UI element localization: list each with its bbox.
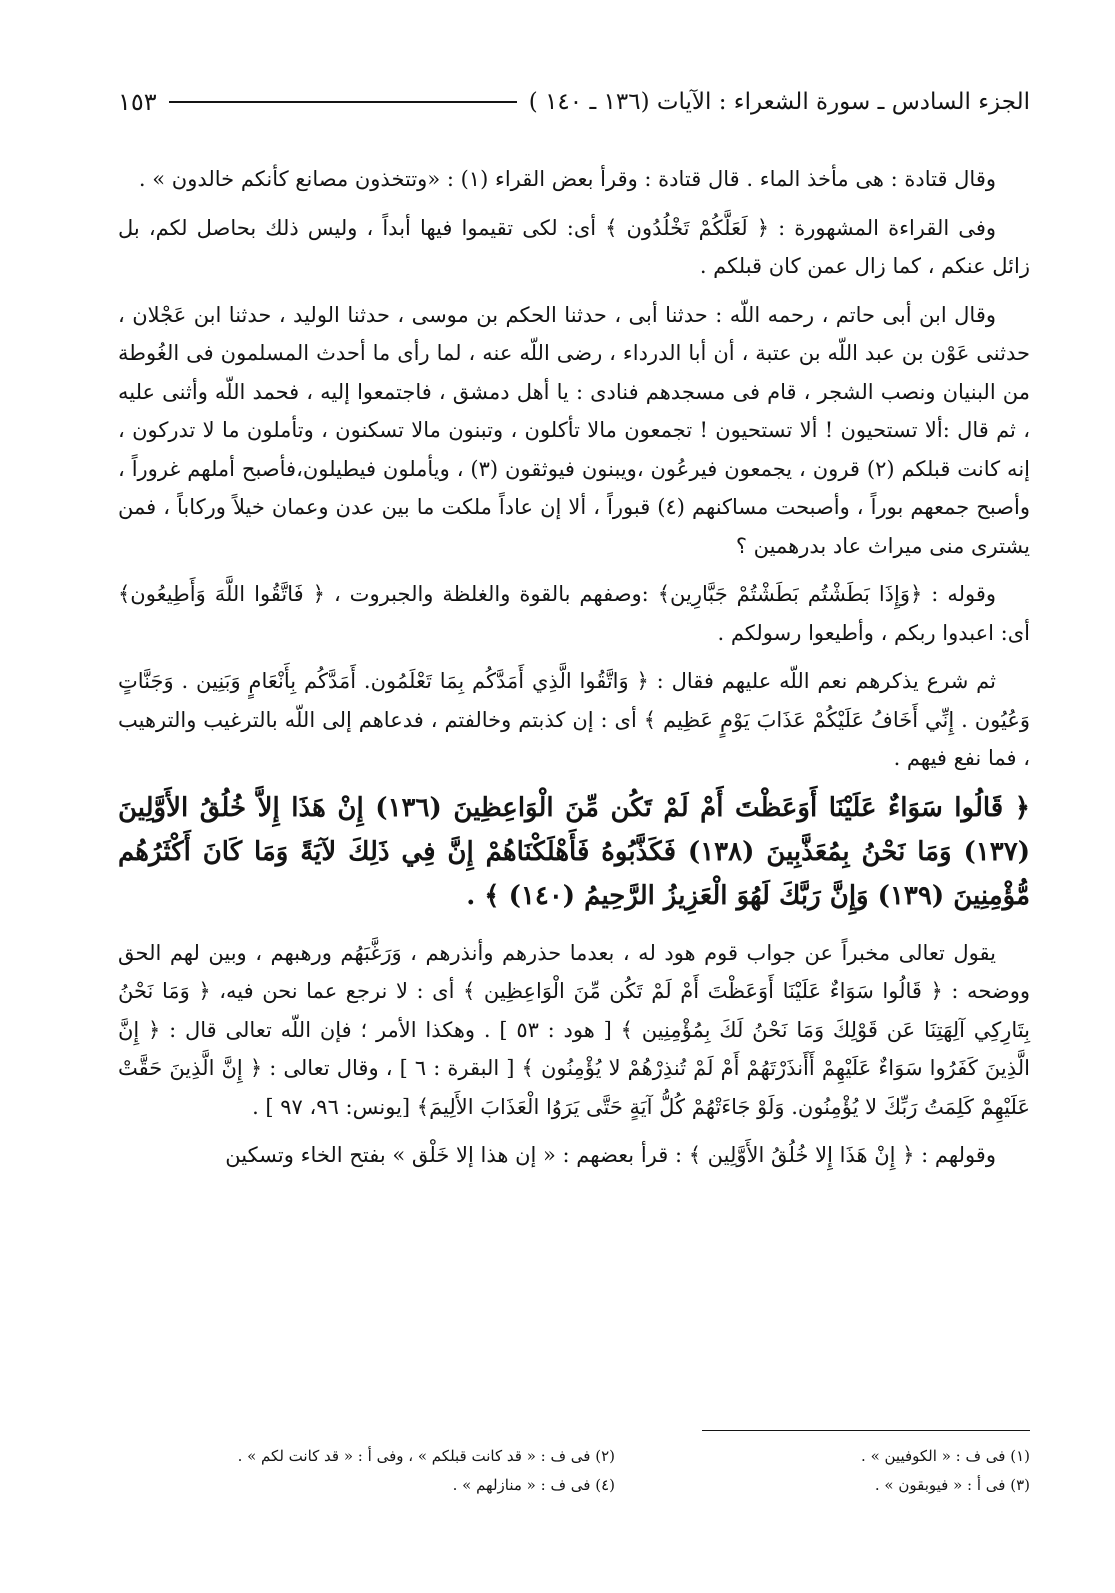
paragraph: وقال ابن أبى حاتم ، رحمه اللّه : حدثنا أبى ، حدثنا الحكم بن موسى ، حدثنا الوليد ، حدثنا ابن عَجْلان ، حدثنى عَوْن بن عبد اللّه بن عتبة ، أن أبا الدرداء ، رضى اللّه عنه ، لما رأى ما أحدث المسلمون فى الغُوطة من البنيان ونصب الشجر ، قام فى مسجدهم فنادى : يا أهل دمشق ، فاجتمعوا إليه ، فحمد اللّه وأثنى عليه ، ثم قال :ألا تستحيون ! ألا تستحيون ! تجمعون مالا تأكلون ، وتبنون مالا تسكنون ، وتأملون ما لا تدركون ، إنه كانت قبلكم (٢) قرون ، يجمعون فيرعُون ،ويبنون فيوثقون (٣) ، ويأملون فيطيلون،فأصبح أملهم غروراً ، وأصبح جمعهم بوراً ، وأصبحت مساكنهم (٤) قبوراً ، ألا إن عاداً ملكت ما بين عدن وعمان خيلاً وركاباً ، فمن يشترى منى ميراث عاد بدرهمين ؟ xyxy=(118,302,1030,558)
footnote: (٣) فى أ : « فيوبقون » . xyxy=(874,1476,1030,1494)
header-rule xyxy=(169,101,517,103)
quran-verse-block: ﴿ قَالُوا سَوَاءٌ عَلَيْنَا أَوَعَظْتَ أَمْ لَمْ تَكُن مِّنَ الْوَاعِظِينَ (١٣٦) إِنْ هَذَا إِلاَّ خُلُقُ الأَوَّلِينَ (١٣٧) وَمَا نَحْنُ بِمُعَذَّبِينَ (١٣٨) فَكَذَّبُوهُ فَأَهْلَكْنَاهُمْ إِنَّ فِي ذَلِكَ لآيَةً وَمَا كَانَ أَكْثَرُهُم مُّؤْمِنِينَ (١٣٩) وَإِنَّ رَبَّكَ لَهُوَ الْعَزِيزُ الرَّحِيمُ (١٤٠) ﴾ . xyxy=(118,792,1031,911)
footnote: (١) فى ف : « الكوفيين » . xyxy=(861,1447,1030,1465)
running-title: الجزء السادس ـ سورة الشعراء : الآيات (١٣٦ ـ ١٤٠ ) xyxy=(528,89,1030,115)
paragraph: وقال قتادة : هى مأخذ الماء . قال قتادة : وقرأ بعض القراء (١) : «وتتخذون مصانع كأنكم خالدون » . xyxy=(138,167,996,191)
footnote: (٤) فى ف : « منازلهم » . xyxy=(452,1476,615,1494)
paragraph: ثم شرع يذكرهم نعم اللّه عليهم فقال : ﴿ وَاتَّقُوا الَّذِي أَمَدَّكُم بِمَا تَعْلَمُون. أَمَدَّكُم بِأَنْعَامٍ وَبَنِين . وَجَنَّاتٍ وَعُيُون . إِنِّي أَخَافُ عَلَيْكُمْ عَذَابَ يَوْمٍ عَظِيم ﴾ أى : إن كذبتم وخالفتم ، فدعاهم إلى اللّه بالترغيب والترهيب ، فما نفع فيهم . xyxy=(118,669,1030,770)
paragraph: يقول تعالى مخبراً عن جواب قوم هود له ، بعدما حذرهم وأنذرهم ، وَرَغَّبَهُم ورهبهم ، وبين لهم الحق ووضحه : ﴿ قَالُوا سَوَاءٌ عَلَيْنَا أَوَعَظْتَ أَمْ لَمْ تَكُن مِّنَ الْوَاعِظِين ﴾ أى : لا نرجع عما نحن فيه، ﴿ وَمَا نَحْنُ بِتَارِكِي آلِهَتِنَا عَن قَوْلِكَ وَمَا نَحْنُ لَكَ بِمُؤْمِنِين ﴾ [ هود : ٥٣ ] . وهكذا الأمر ؛ فإن اللّه تعالى قال : ﴿ إِنَّ الَّذِينَ كَفَرُوا سَوَاءٌ عَلَيْهِمْ أَأَنذَرْتَهُمْ أَمْ لَمْ تُنذِرْهُمْ لا يُؤْمِنُون ﴾ [ البقرة : ٦ ] ، وقال تعالى : ﴿ إِنَّ الَّذِينَ حَقَّتْ عَلَيْهِمْ كَلِمَتُ رَبِّكَ لا يُؤْمِنُون. وَلَوْ جَاءَتْهُمْ كُلُّ آيَةٍ حَتَّى يَرَوُا الْعَذَابَ الأَلِيمَ﴾ [يونس: ٩٦، ٩٧ ] . xyxy=(118,940,1031,1119)
paragraph: وقولهم : ﴿ إِنْ هَذَا إِلا خُلُقُ الأَوَّلِين ﴾ : قرأ بعضهم : « إن هذا إلا خَلْق » بفتح الخاء وتسكين xyxy=(225,1143,996,1167)
paragraph: وفى القراءة المشهورة : ﴿ لَعَلَّكُمْ تَخْلُدُون ﴾ أى: لكى تقيموا فيها أبداً ، وليس ذلك بحاصل لكم، بل زائل عنكم ، كما زال عمن كان قبلكم . xyxy=(118,215,1030,278)
body-text xyxy=(118,160,1030,1185)
footnote-rule xyxy=(702,1430,1030,1431)
page-header xyxy=(118,82,1030,122)
footnotes xyxy=(220,1442,1030,1500)
footnote: (٢) فى ف : « قد كانت قبلكم » ، وفى أ : « قد كانت لكم » . xyxy=(237,1447,615,1465)
page-number: ١٥٣ xyxy=(118,88,157,116)
paragraph: وقوله : ﴿وَإِذَا بَطَشْتُم بَطَشْتُمْ جَبَّارِين﴾ :وصفهم بالقوة والغلظة والجبروت ، ﴿ فَاتَّقُوا اللَّهَ وَأَطِيعُون﴾ أى: اعبدوا ربكم ، وأطيعوا رسولكم . xyxy=(118,582,1030,645)
